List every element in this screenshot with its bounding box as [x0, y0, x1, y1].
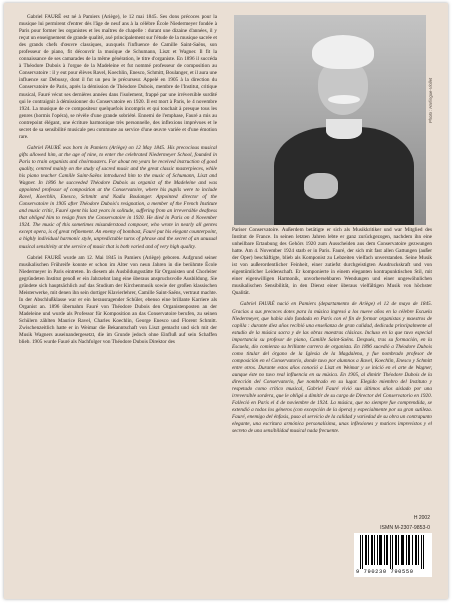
portrait-collar: [326, 119, 362, 139]
back-cover: [4, 3, 448, 599]
ismn-number: ISMN M-2307-9853-0: [380, 525, 430, 531]
portrait-hair: [312, 35, 374, 69]
portrait-coat: [274, 127, 414, 225]
barcode-bars: [358, 535, 428, 569]
catalogue-code: H 2002: [413, 515, 430, 521]
barcode: [354, 533, 432, 577]
paragraph-german: Gabriel FAURÉ wurde am 12. Mai 1845 in Pamiers (Ariège) geboren. Aufgrund seiner musikalischen Frühreife konnte er schon im Alter von neun Jahren in die berühmte École Niedermeyer in Paris eintreten. In diesem als Ausbildungsstätte für Organisten und Chorleiter gegründeten Institut genoß er ein Jahrzehnt lang eine überaus anspruchsvolle Ausbildung. Sie gründete sich hauptsächlich auf das Studium der Kirchenmusik sowie der großen klassischen Meisterwerke, mit denen ihn sein dortiger Klavierlehrer, Camille Saint-Saëns, vertraut machte. In der Abschlußklasse war er ein herausragender Schüler, ebenso eine brillante Karriere als Organist an. 1896 übernahm Fauré von Théodore Dubois den Organistenposten an der Madeleine und wurde als Professor für Komposition an das Conservatoire berufen, zu seinen Schülern zählten Maurice Ravel, Charles Koechlin, George Enesco und Florent Schmitt. Zwischenzeitlich hatte er in Weimar die Bekanntschaft von Liszt gemacht und sich mit der Musik Wagners auseinandergesetzt, die im Grunde jedoch ohne Einfluß auf sein Schaffen blieb. 1905 wurde Fauré als Nachfolger von Théodore Dubois Direktor des: [19, 254, 217, 346]
portrait-hand: [304, 173, 338, 199]
paragraph-french: Gabriel FAURÉ est né à Pamiers (Ariège), le 12 mai 1845. Ses dons précoces pour la musique lui permirent d'entrer dès l'âge de neuf ans à la célèbre École Niedermeyer fondée à Paris pour former les organistes et les maîtres de chapelle : durant une dizaine d'années, il y reçut un enseignement de grande qualité, axé principalement sur l'étude de la musique sacrée et des grands chefs d'œuvre classiques, auxquels l'influence de Camille Saint-Saëns, son professeur de piano, fit découvrir la musique de Schumann, Liszt et Wagner. Il fit la connaissance de ses camarades de la même génération, le titre d'organiste. En 1896 il succéda à Théodore Dubois à l'orgue de la Madeleine et fut nommé professeur de composition au Conservatoire : il y eut pour élèves Ravel, Koechlin, Enesco, Schmitt, Boulanger, et il aura une influence sur Debussy, dont il fut un peu le précurseur. Appelé en 1905 à la direction du Conservatoire de Paris, après la démission de Théodore Dubois, membre de l'Institut, critique musical, Fauré vécut ses dernières années dans l'isolement, frappé par une irréversible surdité qui le contraignit à démissionner du Conservatoire en 1920. Il est mort à Paris, le 4 novembre 1924. La musique de ce compositeur quelquefois incompris et qui touchait à presque tous les genres (hormis l'opéra), se révèle d'une grande sobriété. Ennemi de l'emphase, Fauré a mis au contrepoint élégant, une écriture harmonique très personnelle, des inflexions imprévues et le secret de sa sensibilité musicale peu commune au service d'une œuvre variée et d'une émotion rare.: [19, 14, 217, 140]
paragraph-spanish: Gabriel FAURÉ nació en Pamiers (departamento de Ariège) el 12 de mayo de 1845. Gracias a sus precoces dotes para la música ingresó a los nueve años en la célebre Escuela Niedermeyer, que había sido fundada en París con el fin de formar organistas y maestros de capilla : durante diez años recibió una enseñanza de gran calidad, dedicada principalmente al estudio de la música sacra y de las obras maestras clásicas. Incluso en la que tuvo especial importancia su profesor de piano, Camille Saint-Saëns. Después, tras su formación, en la Escuela, dio comienzo su brillante carrera de organista. En 1896 sucedió a Théodore Dubois como titular del órgano de la Iglesia de la Magdalena, y fue nombrado profesor de composición en el Conservatorio, donde tuvo por alumnos a Ravel, Koechlin, Enesco y Schmitt entre otros. Durante estos años conoció a Liszt en Weimar y se inició en el arte de Wagner, aunque éste no tuvo real influencia en su música. En 1905, al dimitir Théodore Dubois de la dirección del Conservatorio, fue nombrado en su lugar. Elegido miembro del Instituto y respetado como crítico musical, Gabriel Fauré vivió sus últimos años aislado por una irreversible sordera, que le obligó a dimitir de su cargo de Director del Conservatorio en 1920. Falleció en París el 4 de noviembre de 1924. La música, que no siempre fue comprendida, se extendió a todos los géneros (con excepción de la ópera) y especialmente por su gran sutileza. Fauré, enemigo del énfasis, puso al servicio de la calidad y variedad de su obra un contrapunto elegante, una escritura armónica personalísima, unas inflexiones y matices imprevistos y el secreto de una sensibilidad musical nada frecuente.: [232, 301, 432, 435]
barcode-digits: 9 790230 790550: [356, 569, 414, 575]
photo-credit: Photo : Harlingue-Viollet: [428, 77, 433, 123]
paragraph-english: Gabriel FAURÉ was born in Pamiers (Ariège) on 12 May 1845. His precocious musical gifts allowed him, at the age of nine, to enter the celebrated Niedermeyer School, founded in Paris to train organists and choirmasters. For about ten years he received instruction of good quality, centred mainly on the study of sacred music and the great classic masterpieces, while his piano teacher Camille Saint-Saëns introduced him to the music of Schumann, Liszt and Wagner. In 1896 he succeeded Théodore Dubois as organist of the Madeleine and was appointed professor of composition at the Conservatoire, where his pupils were to include Ravel, Koechlin, Enesco, Schmitt and Nadia Boulanger. Appointed director of the Conservatoire in 1905 after Théodore Dubois's resignation, a member of the French Institute and music critic, Fauré spent his last years in solitude, suffering from an irreversible deafness that obliged him to resign from the Conservatoire in 1920. He died in Paris on 4 November 1924. The music of this sometimes misunderstood composer, who wrote in nearly all genres except opera, is of great refinement. An enemy of bombast, Fauré put his elegant counterpoint, a highly individual harmonic style, unpredictable turns of phrase and the secret of an unusual musical sensitivity at the service of music that is both varied and of very high quality.: [19, 144, 217, 250]
paragraph-german-continued: Pariser Conservatoire. Außerdem betätigte er sich als Musikkritiker und war Mitglied des Institut de France. In seinen letzten Jahren lebte er ganz zurückgezogen, nachdem ihn eine unheilbare Ertaubung des Gehörs 1920 zum Ausscheiden aus dem Conservatoire gezwungen hatte. Am 4. November 1924 starb er in Paris. Fauré, der sich mit fast allen Gattungen (außer der Oper) beschäftigte, blieb als Komponist zu Lebzeiten vielfach unverstanden. Seine Musik ist von außerordentlicher Feinheit, einer zutiefst durchgeistigten Ausdruckskraft und von eigentümlicher Leidenschaft. Er komponierte in einem eleganten kontrapunktischen Stil, mit einer eigenwilligen Harmonik, unvorhersehbaren Wendungen und einer ungewöhnlichen musikalischen Sensibilität, in den Dienst einer überaus vielfältigen Musik von höchster Qualität.: [232, 227, 432, 297]
text-column-right: [232, 227, 432, 439]
text-column-left: [19, 14, 217, 350]
portrait-moustache: [328, 95, 360, 104]
composer-portrait-photo: [234, 15, 426, 225]
